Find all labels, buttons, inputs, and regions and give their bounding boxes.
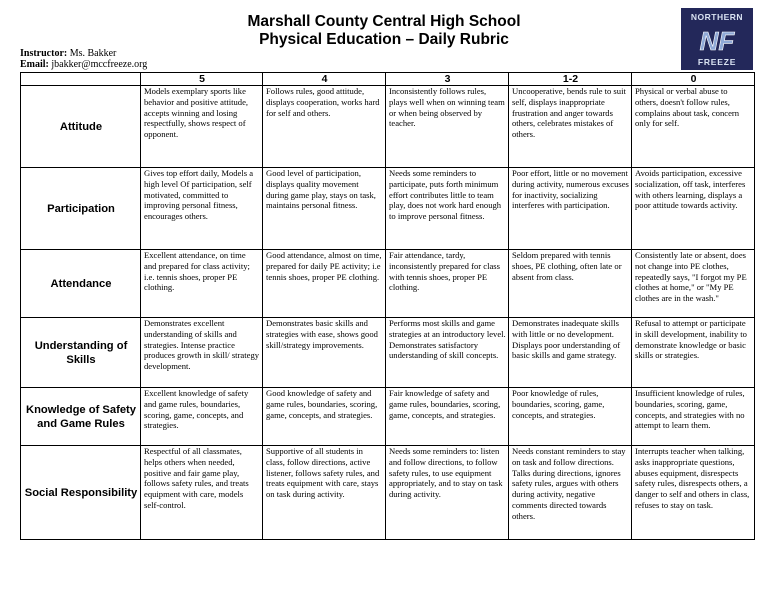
instructor-label: Instructor: bbox=[20, 48, 68, 59]
category-cell: Participation bbox=[21, 168, 141, 250]
rubric-row-attendance bbox=[21, 250, 755, 318]
rubric-row-social-responsibility bbox=[21, 446, 755, 540]
criteria-cell: Gives top effort daily, Models a high level Of participation, self motivated, committed to improving personal fitness, encourages others. bbox=[141, 168, 263, 250]
criteria-cell: Interrupts teacher when talking, asks inappropriate questions, abuses equipment, disrespects safety rules, disrespects others, a danger to self and others in class, refuses to stay on task. bbox=[632, 446, 755, 540]
header-cell-score-3: 3 bbox=[386, 73, 509, 86]
school-name: Marshall County Central High School bbox=[247, 13, 521, 30]
criteria-cell: Excellent attendance, on time and prepared for class activity; i.e. tennis shoes, proper PE clothing. bbox=[141, 250, 263, 318]
header-cell-score-0: 0 bbox=[632, 73, 755, 86]
rubric-row-participation bbox=[21, 168, 755, 250]
criteria-cell: Excellent knowledge of safety and game rules, boundaries, scoring, game, concepts, and strategies. bbox=[141, 388, 263, 446]
logo-bottom-text: FREEZE bbox=[697, 57, 737, 67]
criteria-cell: Respectful of all classmates, helps others when needed, positive and fair game play, follows safety rules, and treats equipment with care, models self-control. bbox=[141, 446, 263, 540]
criteria-cell: Good level of participation, displays quality movement during game play, stays on task, maintains personal fitness. bbox=[263, 168, 386, 250]
category-cell: Knowledge of Safety and Game Rules bbox=[21, 388, 141, 446]
criteria-cell: Insufficient knowledge of rules, boundaries, scoring, game, concepts, and strategies with no attempt to learn them. bbox=[632, 388, 755, 446]
logo-top-text: NORTHERN bbox=[690, 12, 744, 22]
school-logo bbox=[681, 8, 753, 70]
rubric-table bbox=[20, 72, 755, 540]
criteria-cell: Demonstrates basic skills and strategies with ease, shows good skill/strategy improvements. bbox=[263, 318, 386, 388]
criteria-cell: Good knowledge of safety and game rules, boundaries, scoring, game, concepts, and strategies. bbox=[263, 388, 386, 446]
category-cell: Attitude bbox=[21, 86, 141, 168]
rubric-title: Physical Education – Daily Rubric bbox=[259, 31, 509, 48]
criteria-cell: Uncooperative, bends rule to suit self, displays inappropriate frustration and anger towards others, celebrates mistakes of others. bbox=[509, 86, 632, 168]
criteria-cell: Good attendance, almost on time, prepared for daily PE activity; i.e tennis shoes, proper PE clothing. bbox=[263, 250, 386, 318]
category-cell: Social Responsibility bbox=[21, 446, 141, 540]
document-header bbox=[0, 0, 768, 72]
header-cell-category bbox=[21, 73, 141, 86]
rubric-row-understanding-of-skills bbox=[21, 318, 755, 388]
criteria-cell: Follows rules, good attitude, displays cooperation, works hard for self and others. bbox=[263, 86, 386, 168]
criteria-cell: Models exemplary sports like behavior and positive attitude, accepts winning and losing respectfully, shows respect of opponent. bbox=[141, 86, 263, 168]
criteria-cell: Poor knowledge of rules, boundaries, scoring, game, concepts, and strategies. bbox=[509, 388, 632, 446]
criteria-cell: Poor effort, little or no movement during activity, numerous excuses for inactivity, socializing interferes with participation. bbox=[509, 168, 632, 250]
criteria-cell: Fair attendance, tardy, inconsistently prepared for class with tennis shoes, proper PE clothing. bbox=[386, 250, 509, 318]
score-header-row bbox=[21, 73, 755, 86]
criteria-cell: Consistently late or absent, does not change into PE clothes, repeatedly says, "I forgot my PE clothes at home," or "My PE clothes are in the wash." bbox=[632, 250, 755, 318]
criteria-cell: Fair knowledge of safety and game rules, boundaries, scoring, game, concepts, and strategies. bbox=[386, 388, 509, 446]
header-cell-score-4: 4 bbox=[263, 73, 386, 86]
instructor-name: Ms. Bakker bbox=[69, 48, 117, 59]
rubric-row-knowledge-of-safety bbox=[21, 388, 755, 446]
header-cell-score-1-2: 1-2 bbox=[509, 73, 632, 86]
criteria-cell: Demonstrates inadequate skills with little or no development. Displays poor understanding of basic skills and game strategy. bbox=[509, 318, 632, 388]
criteria-cell: Needs some reminders to participate, puts forth minimum effort contributes little to team play, does not work hard enough to improve personal fitness. bbox=[386, 168, 509, 250]
criteria-cell: Inconsistently follows rules, plays well when on winning team or when being observed by teacher. bbox=[386, 86, 509, 168]
header-cell-score-5: 5 bbox=[141, 73, 263, 86]
criteria-cell: Supportive of all students in class, follow directions, active listener, follows safety rules, and treats equipment with care, stays on task during activity. bbox=[263, 446, 386, 540]
email-label: Email: bbox=[20, 59, 49, 70]
criteria-cell: Needs constant reminders to stay on task and follow directions. Talks during directions, ignores safety rules, argues with others during activity, negative comments directed towards others. bbox=[509, 446, 632, 540]
email-address: jbakker@mccfreeze.org bbox=[51, 59, 148, 70]
category-cell: Understanding of Skills bbox=[21, 318, 141, 388]
logo-monogram: NF bbox=[699, 26, 735, 56]
criteria-cell: Performs most skills and game strategies at an introductory level. Demonstrates satisfactory understanding of skill concepts. bbox=[386, 318, 509, 388]
criteria-cell: Refusal to attempt or participate in skill development, inability to demonstrate knowledge or basic skills or strategies. bbox=[632, 318, 755, 388]
rubric-row-attitude bbox=[21, 86, 755, 168]
criteria-cell: Physical or verbal abuse to others, doesn't follow rules, complains about task, concern only for self. bbox=[632, 86, 755, 168]
criteria-cell: Demonstrates excellent understanding of skills and strategies. Intense practice produces growth in skill/ strategy development. bbox=[141, 318, 263, 388]
criteria-cell: Needs some reminders to: listen and follow directions, to follow safety rules, to use equipment appropriately, and to stay on task during activity. bbox=[386, 446, 509, 540]
category-cell: Attendance bbox=[21, 250, 141, 318]
criteria-cell: Seldom prepared with tennis shoes, PE clothing, often late or absent from class. bbox=[509, 250, 632, 318]
email-line bbox=[20, 59, 147, 71]
criteria-cell: Avoids participation, excessive socialization, off task, interferes with others learning, displays a poor attitude towards activity. bbox=[632, 168, 755, 250]
